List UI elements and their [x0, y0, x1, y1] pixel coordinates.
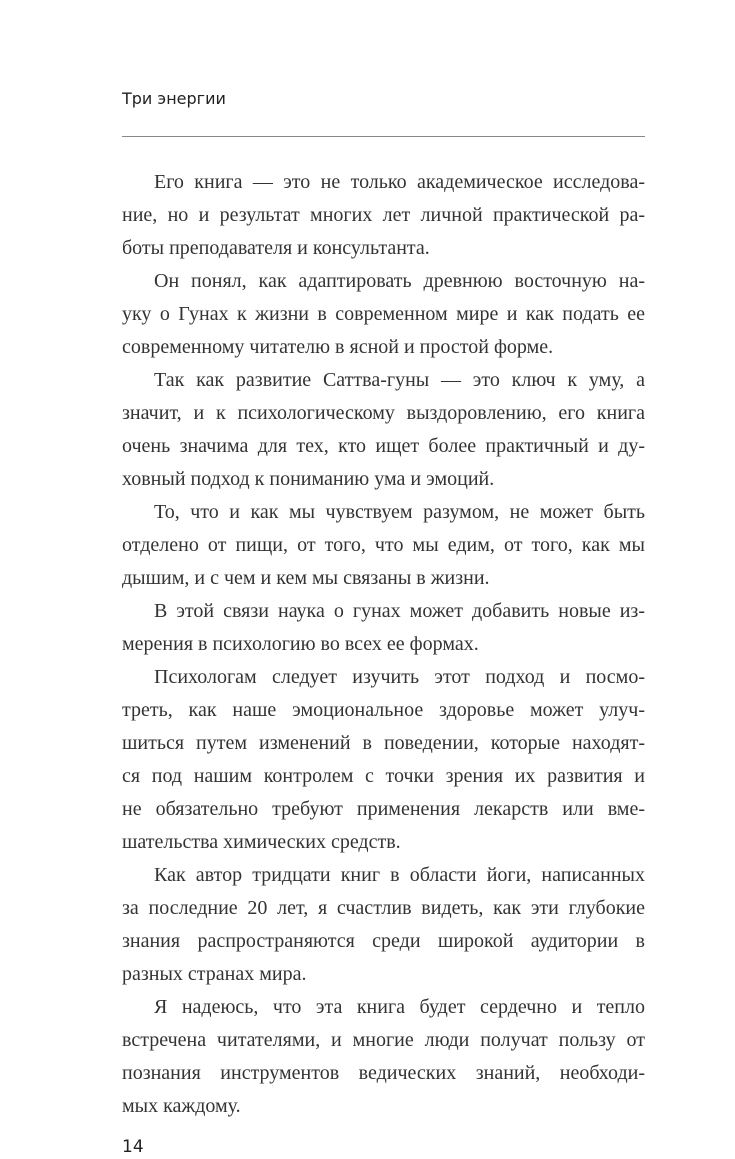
header-divider [122, 136, 645, 137]
text-line: ние, но и результат многих лет личной практической ра- [122, 204, 645, 226]
text-line: То, что и как мы чувствуем разумом, не может быть [154, 501, 645, 523]
text-line: за последние 20 лет, я счастлив видеть, как эти глубокие [122, 897, 645, 919]
paragraph [122, 496, 645, 595]
text-line: разных странах мира. [122, 963, 307, 985]
paragraph [122, 991, 645, 1123]
text-line: Я надеюсь, что эта книга будет сердечно и тепло [154, 996, 645, 1018]
text-line: познания инструментов ведических знаний, необходи- [122, 1062, 645, 1084]
text-line: встречена читателями, и многие люди получат пользу от [122, 1029, 645, 1051]
text-line: Как автор тридцати книг в области йоги, написанных [154, 864, 645, 886]
text-line: мерения в психологию во всех ее формах. [122, 633, 479, 655]
running-header: Три энергии [122, 89, 226, 108]
paragraph [122, 265, 645, 364]
text-line: дышим, и с чем и кем мы связаны в жизни. [122, 567, 490, 589]
text-line: Так как развитие Саттва-гуны — это ключ к уму, а [154, 369, 645, 391]
text-line: ся под нашим контролем с точки зрения их развития и [122, 765, 645, 787]
text-line: ховный подход к пониманию ума и эмоций. [122, 468, 495, 490]
text-line: не обязательно требуют применения лекарств или вме- [122, 798, 645, 820]
text-line: уку о Гунах к жизни в современном мире и как подать ее [122, 303, 645, 325]
text-line: треть, как наше эмоциональное здоровье может улуч- [122, 699, 645, 721]
text-line: отделено от пищи, от того, что мы едим, от того, как мы [122, 534, 645, 556]
text-line: шательства химических средств. [122, 831, 401, 853]
text-line: боты преподавателя и консультанта. [122, 237, 430, 259]
paragraph [122, 595, 645, 661]
paragraph [122, 661, 645, 859]
text-line: очень значима для тех, кто ищет более практичный и ду- [122, 435, 645, 457]
page-number: 14 [122, 1137, 144, 1157]
text-line: шиться путем изменений в поведении, которые находят- [122, 732, 645, 754]
text-line: Его книга — это не только академическое исследова- [154, 171, 645, 193]
text-line: В этой связи наука о гунах может добавить новые из- [154, 600, 645, 622]
body-text [122, 166, 645, 1123]
paragraph [122, 166, 645, 265]
paragraph [122, 364, 645, 496]
text-line: Он понял, как адаптировать древнюю восточную на- [154, 270, 645, 292]
text-line: Психологам следует изучить этот подход и посмо- [154, 666, 645, 688]
text-line: современному читателю в ясной и простой форме. [122, 336, 554, 358]
paragraph [122, 859, 645, 991]
page-content [122, 166, 645, 1159]
text-line: мых каждому. [122, 1095, 241, 1117]
text-line: знания распространяются среди широкой аудитории в [122, 930, 645, 952]
text-line: значит, и к психологическому выздоровлению, его книга [122, 402, 645, 424]
